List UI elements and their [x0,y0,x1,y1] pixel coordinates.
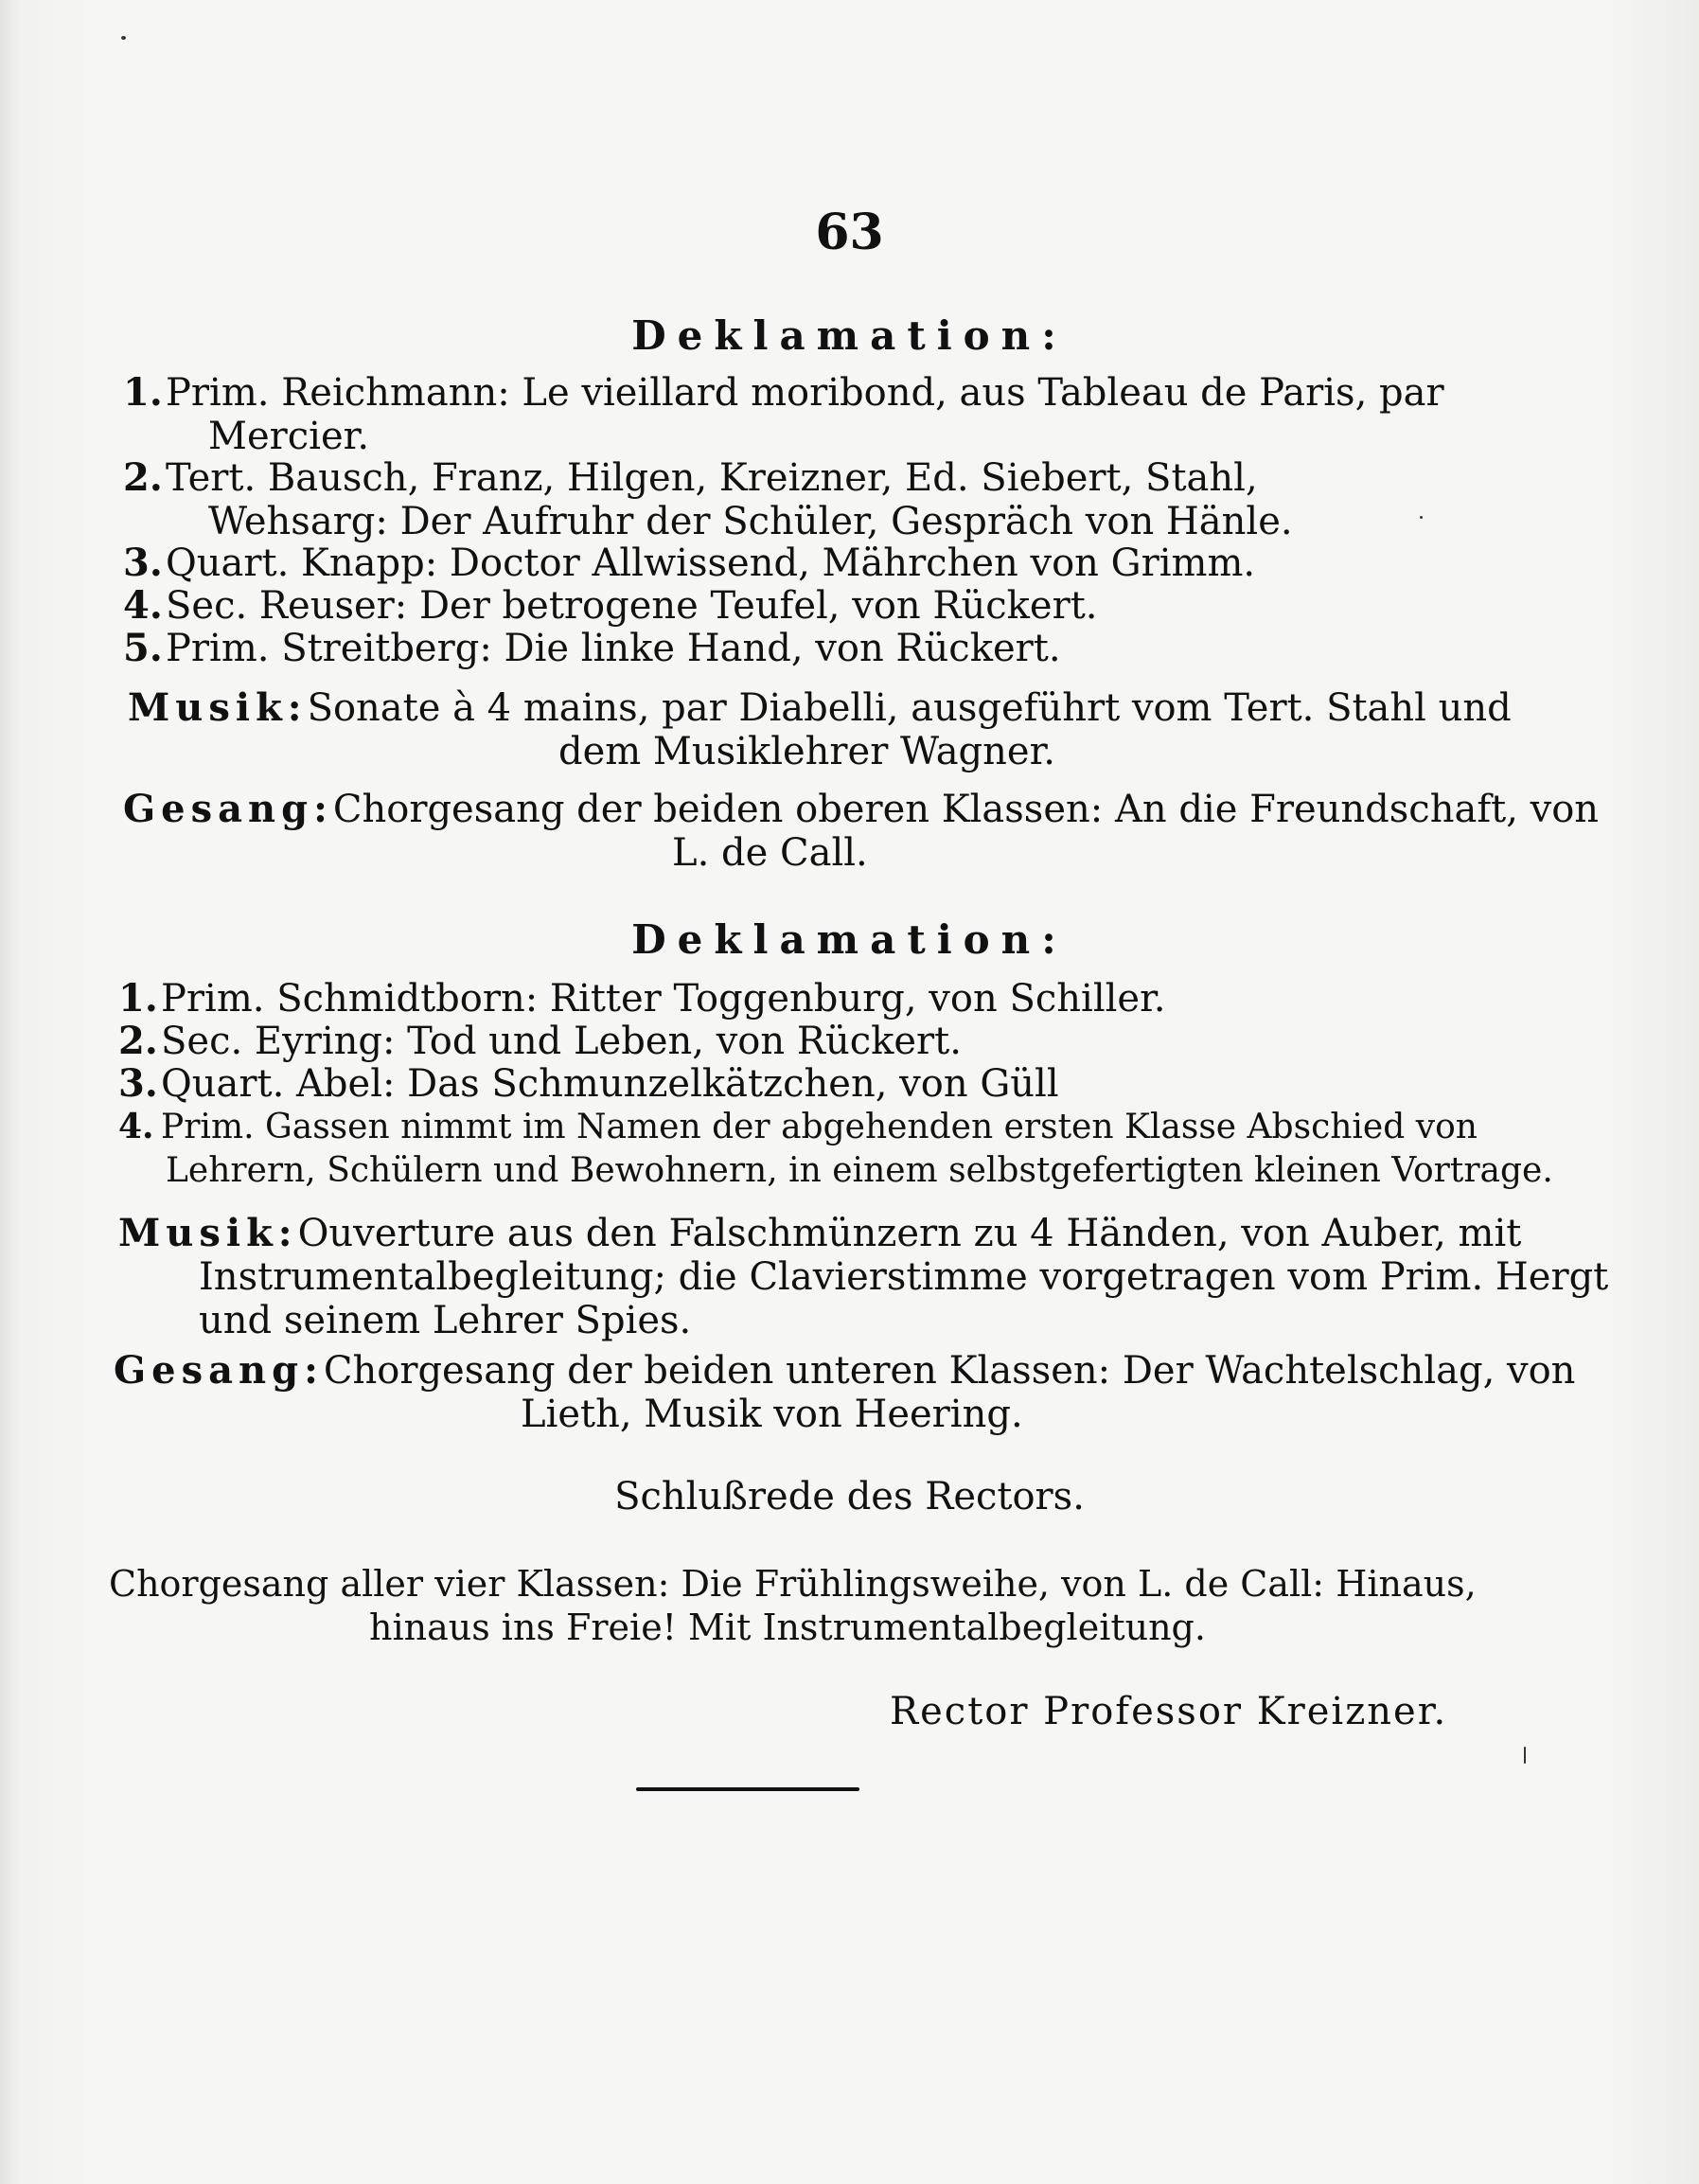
musik-entry-1 [128,685,1512,773]
musik-label: Musik: [128,685,308,730]
item-text: Prim. Reichmann: Le vieillard moribond, aus Tableau de Paris, par [166,371,1444,415]
item-text-continued: Mercier. [208,415,370,458]
gesang-text-continued: L. de Call. [672,831,868,875]
section2-item-3 [118,1062,1443,1106]
section2-item-4 [118,1105,1553,1193]
musik-label: Musik: [118,1211,298,1255]
item-text: Tert. Bausch, Franz, Hilgen, Kreizner, Ed. Siebert, Stahl, [166,456,1258,500]
section2-item-2 [118,1020,1443,1063]
section2-item-1 [118,977,1443,1021]
gesang-text: Chorgesang der beiden unteren Klassen: Der Wachtelschlag, von [323,1349,1576,1393]
item-text: Sec. Reuser: Der betrogene Teufel, von Rückert. [166,584,1098,628]
gesang-text: Chorgesang der beiden oberen Klassen: An die Freundschaft, von [332,788,1600,831]
item-number: 4. [123,583,163,628]
item-number: 5. [123,626,163,670]
item-text: Quart. Knapp: Doctor Allwissend, Mährchen von Grimm. [166,542,1256,585]
item-number: 4. [118,1107,154,1146]
section1-item-1 [123,371,1448,458]
section1-item-4 [123,584,1448,628]
section1-item-2 [123,456,1448,543]
item-text: Prim. Schmidtborn: Ritter Toggenburg, von Schiller. [161,977,1166,1021]
item-text: Quart. Abel: Das Schmunzelkätzchen, von Güll [161,1062,1059,1106]
gesang-text-continued: Lieth, Musik von Heering. [521,1393,1023,1436]
closing-speech: Schlußrede des Rectors. [614,1475,1085,1518]
final-chorus-line-continued: hinaus ins Freie! Mit Instrumentalbegleitung. [369,1607,1206,1648]
print-speck [121,36,126,40]
item-text-continued: Lehrern, Schülern und Bewohnern, in einem selbstgefertigten kleinen Vortrage. [166,1151,1553,1190]
signature: Rector Professor Kreizner. [890,1690,1448,1733]
section1-item-3 [123,542,1448,585]
section1-heading: Deklamation: [631,312,1068,359]
item-number: 2. [123,455,163,500]
gesang-label: Gesang: [114,1348,324,1393]
musik-entry-2 [118,1211,1609,1342]
musik-text-continued: und seinem Lehrer Spies. [199,1299,692,1342]
item-number: 1. [123,370,163,415]
musik-text: Sonate à 4 mains, par Diabelli, ausgeführt vom Tert. Stahl und [307,686,1512,730]
print-speck [1420,516,1423,519]
item-text: Prim. Gassen nimmt im Namen der abgehenden ersten Klasse Abschied von [161,1108,1478,1146]
musik-text-continued: dem Musiklehrer Wagner. [558,730,1056,773]
section1-item-5 [123,627,1448,670]
final-chorus-line: Chorgesang aller vier Klassen: Die Frühlingsweihe, von L. de Call: Hinaus, [109,1563,1477,1605]
item-number: 2. [118,1019,158,1063]
gesang-entry-2 [114,1348,1576,1436]
closing-rule [636,1787,859,1791]
final-chorus [109,1562,1477,1649]
page-number: 63 [815,204,884,261]
item-number: 3. [123,541,163,585]
print-speck [1524,1747,1526,1764]
item-text: Prim. Streitberg: Die linke Hand, von Rückert. [166,627,1061,670]
item-text-continued: Wehsarg: Der Aufruhr der Schüler, Gespräch von Hänle. [208,500,1293,543]
gesang-entry-1 [123,787,1600,875]
item-number: 1. [118,976,158,1021]
musik-text-continued: Instrumentalbegleitung; die Clavierstimme vorgetragen vom Prim. Hergt [199,1255,1609,1299]
gesang-label: Gesang: [123,787,333,831]
item-number: 3. [118,1061,158,1106]
section2-heading: Deklamation: [631,916,1068,963]
musik-text: Ouverture aus den Falschmünzern zu 4 Händen, von Auber, mit [297,1212,1522,1255]
item-text: Sec. Eyring: Tod und Leben, von Rückert. [161,1020,962,1063]
